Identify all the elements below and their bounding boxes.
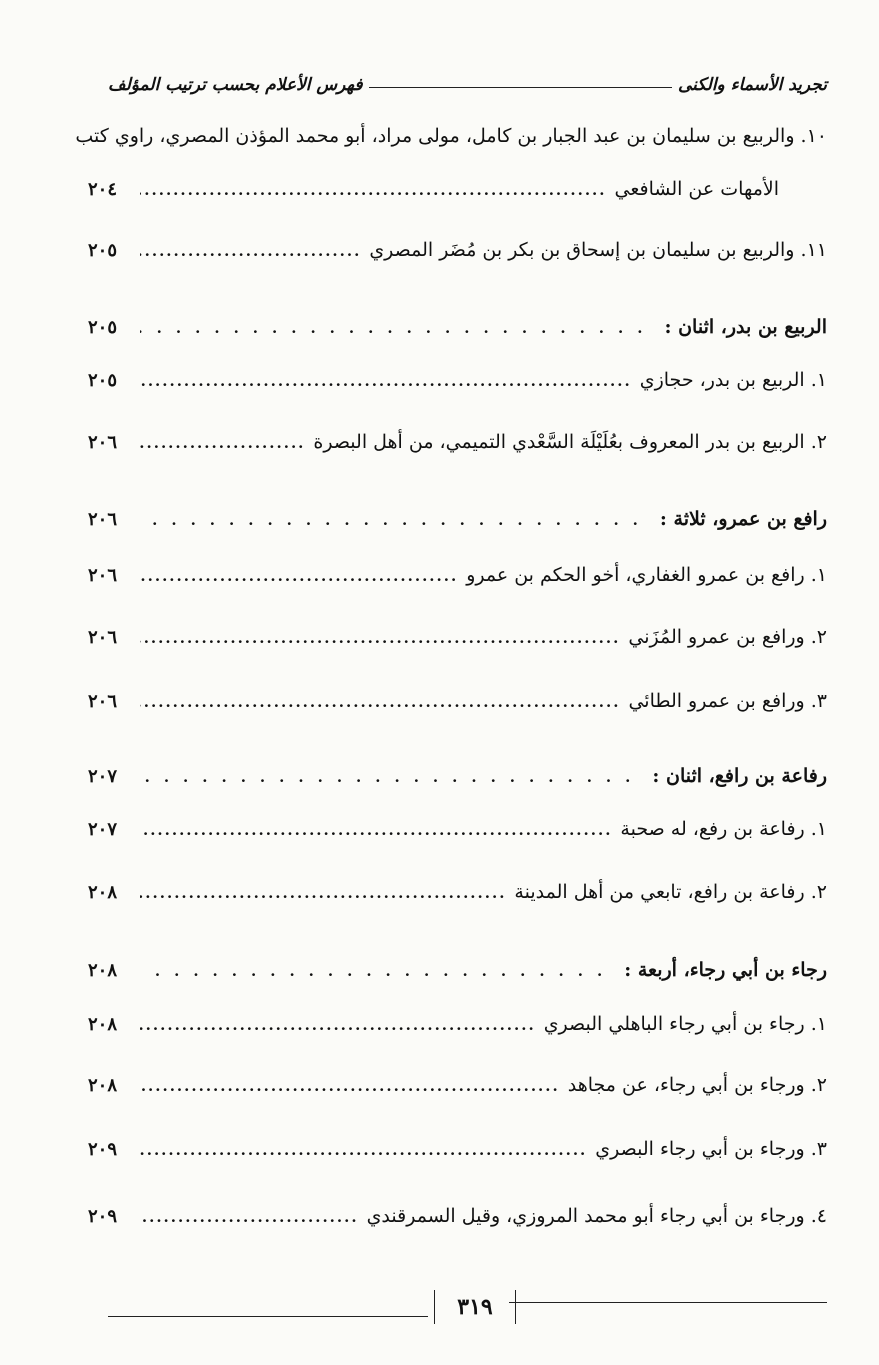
leader-dots — [140, 176, 607, 204]
entry-text: ١. رافع بن عمرو الغفاري، أخو الحكم بن عمرو — [466, 564, 827, 586]
entry-row — [88, 428, 827, 457]
leader-dots — [140, 957, 616, 985]
leader-dots — [140, 314, 656, 342]
page-ref: ٢٠٦ — [88, 565, 118, 586]
leader-dots — [140, 688, 620, 716]
entry-text: ٤. ورجاء بن أبي رجاء أبو محمد المروزي، وقيل السمرقندي — [366, 1205, 827, 1227]
leader-dots — [140, 763, 644, 791]
leader-dots — [140, 562, 458, 590]
section-heading — [88, 313, 827, 342]
page-ref: ٢٠٦ — [88, 432, 118, 453]
entry-text: ٢. ورافع بن عمرو المُزَني — [628, 626, 827, 648]
page-ref: ٢٠٨ — [88, 882, 118, 903]
page-ref: ٢٠٨ — [88, 1014, 118, 1035]
leader-dots — [140, 506, 652, 534]
page-ref: ٢٠٨ — [88, 1075, 118, 1096]
header-section-title: فهرس الأعلام بحسب ترتيب المؤلف — [108, 75, 363, 95]
entry-row — [88, 623, 827, 652]
section-heading — [88, 956, 827, 985]
leader-dots — [140, 624, 620, 652]
footer-rule-right — [509, 1302, 827, 1303]
page-ref: ٢٠٧ — [88, 766, 118, 787]
leader-dots — [140, 1136, 587, 1164]
page-ref: ٢٠٥ — [88, 240, 118, 261]
entry-row — [88, 1010, 827, 1039]
page-number: ٣١٩ — [434, 1290, 516, 1324]
leader-dots — [140, 1203, 359, 1231]
leader-dots — [140, 816, 612, 844]
entry-text: ١١. والربيع بن سليمان بن إسحاق بن بكر بن مُضَر المصري — [369, 239, 827, 261]
page-ref: ٢٠٨ — [88, 960, 118, 981]
section-title: الربيع بن بدر، اثنان : — [664, 316, 827, 338]
leader-dots — [140, 237, 361, 265]
entry-row — [88, 1071, 827, 1100]
entry-row — [88, 236, 827, 265]
page-ref: ٢٠٥ — [88, 370, 118, 391]
header-book-title: تجريد الأسماء والكنى — [677, 75, 827, 95]
entry-text: ٢. ورجاء بن أبي رجاء، عن مجاهد — [567, 1074, 827, 1096]
page-ref: ٢٠٦ — [88, 691, 118, 712]
entry-text: ١. رجاء بن أبي رجاء الباهلي البصري — [543, 1013, 827, 1035]
entry-row — [88, 175, 779, 204]
page-ref: ٢٠٩ — [88, 1139, 118, 1160]
page-footer — [108, 1290, 827, 1330]
footer-rule-left — [108, 1316, 428, 1317]
entry-row — [88, 1202, 827, 1231]
entry-text: ٢. الربيع بن بدر المعروف بعُلَيْلَة السَّعْدي التميمي، من أهل البصرة — [313, 431, 827, 453]
entry-row — [88, 878, 827, 907]
leader-dots — [140, 879, 506, 907]
page-ref: ٢٠٤ — [88, 179, 118, 200]
header-rule — [369, 87, 672, 88]
page-ref: ٢٠٥ — [88, 317, 118, 338]
entry-row — [88, 366, 827, 395]
entry-line — [75, 122, 827, 150]
entry-row — [88, 561, 827, 590]
section-heading — [88, 505, 827, 534]
page-ref: ٢٠٩ — [88, 1206, 118, 1227]
section-title: رجاء بن أبي رجاء، أربعة : — [624, 959, 827, 981]
page-ref: ٢٠٦ — [88, 509, 118, 530]
page-ref: ٢٠٦ — [88, 627, 118, 648]
entry-text: ١٠. والربيع بن سليمان بن عبد الجبار بن كامل، مولى مراد، أبو محمد المؤذن المصري، راوي كتب — [75, 125, 827, 147]
leader-dots — [140, 1072, 560, 1100]
leader-dots — [140, 367, 632, 395]
entry-row — [88, 815, 827, 844]
entry-text: الأمهات عن الشافعي — [614, 178, 779, 200]
entry-row — [88, 687, 827, 716]
entry-text: ١. رفاعة بن رفع، له صحبة — [620, 818, 827, 840]
entry-row — [88, 1135, 827, 1164]
page-ref: ٢٠٧ — [88, 819, 118, 840]
section-title: رافع بن عمرو، ثلاثة : — [659, 508, 827, 530]
entry-text: ٢. رفاعة بن رافع، تابعي من أهل المدينة — [514, 881, 827, 903]
entry-text: ٣. ورافع بن عمرو الطائي — [628, 690, 827, 712]
leader-dots — [140, 429, 305, 457]
leader-dots — [140, 1011, 536, 1039]
running-header — [108, 70, 827, 100]
entry-text: ١. الربيع بن بدر، حجازي — [639, 369, 827, 391]
entry-text: ٣. ورجاء بن أبي رجاء البصري — [595, 1138, 827, 1160]
section-heading — [88, 762, 827, 791]
section-title: رفاعة بن رافع، اثنان : — [652, 765, 827, 787]
